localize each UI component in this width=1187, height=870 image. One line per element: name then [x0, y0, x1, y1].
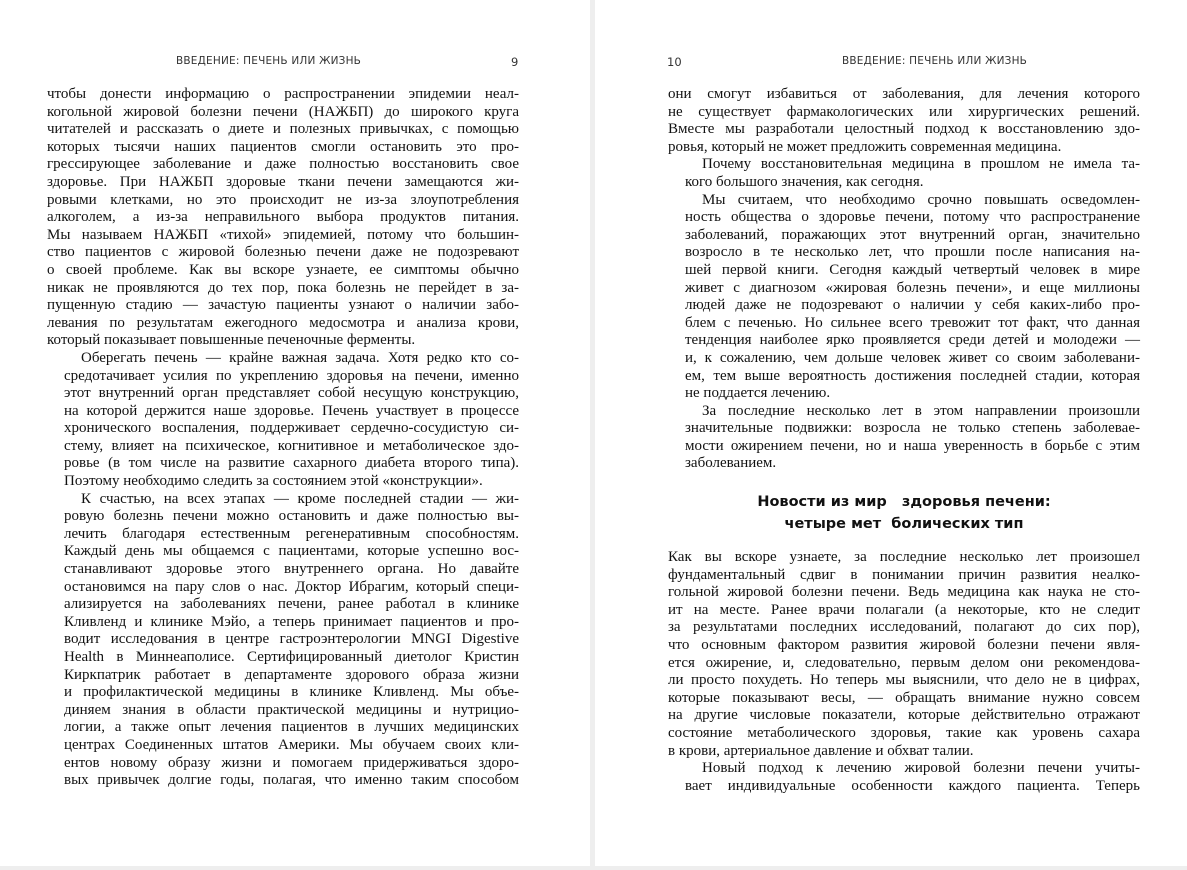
text-line: читателей и рассказать о диете и полезных привычках, с помощью: [47, 121, 519, 138]
text-line: Как вы вскоре узнаете, за последние несколько лет произошел: [668, 549, 1140, 566]
text-line: за результатами последних исследований, полагают до сих пор),: [668, 619, 1140, 636]
text-line: о своей проблеме. Как вы вскоре узнаете, ее симптомы обычно: [47, 261, 519, 278]
text-line: живет с диагнозом «жировая болезнь печени», и еще миллионы: [685, 279, 1140, 296]
text-line: Оберегать печень — крайне важная задача. Хотя редко кто со-: [81, 349, 519, 366]
left-body-text: [47, 86, 519, 790]
right-paragraphs-after: [668, 549, 1140, 795]
text-line: ем, тем выше вероятность достижения последней стадии, которая: [685, 367, 1140, 384]
text-line: пущенную стадию — зачастую пациенты узнают о наличии забо-: [47, 297, 519, 314]
text-line: здоровье. При НАЖБП здоровые ткани печени замещаются жи-: [47, 173, 519, 190]
paragraph: [668, 403, 1140, 473]
text-line: ровья, который не может предложить современная медицина.: [668, 138, 1062, 155]
text-line: Каждый день мы общаемся с пациентами, которые успешно вос-: [64, 543, 519, 560]
text-line: что основным фактором развития жировой болезни печени явля-: [668, 637, 1140, 654]
section-heading-line2: четыре мет болических тип: [784, 516, 1024, 533]
text-line: ализируется на заболеваниях печени, ранее работал в клинике: [64, 596, 519, 613]
text-line: заболеванием.: [685, 455, 777, 472]
text-line: ентов новому образу жизни и помогаем придерживаться здоро-: [64, 754, 519, 771]
text-line: ит на месте. Ранее врачи полагали (а некоторые, кто не следит: [668, 601, 1140, 618]
text-line: вает индивидуальные особенности каждого пациента. Теперь: [685, 777, 1140, 794]
text-line: Киркпатрик работает в департаменте здорового образа жизни: [64, 666, 519, 683]
text-line: грессирующее заболевание и даже полностью восстановить свое: [47, 156, 519, 173]
text-line: мости ожирением печени, но и наша уверенность в борьбе с этим: [685, 437, 1140, 454]
text-line: лечить благодаря естественным регенеративным способностям.: [64, 525, 519, 542]
text-line: стему, влияет на психическое, когнитивное и метаболическое здо-: [64, 437, 519, 454]
page-number-right: 10: [667, 55, 682, 69]
text-line: не существует фармакологических или хирургических решений.: [668, 103, 1140, 120]
text-line: Мы считаем, что необходимо срочно повышать осведомлен-: [702, 191, 1140, 208]
text-line: остановимся на пару слов о нас. Доктор Ибрагим, который специ-: [64, 578, 519, 595]
text-line: которые показывают весы, — обращать внимание нужно совсем: [668, 689, 1140, 706]
text-line: никак не проявляются до тех пор, пока болезнь не перейдет в за-: [47, 279, 519, 296]
text-line: и профилактической медицины в клинике Кливленд. Мы объе-: [64, 684, 519, 701]
running-head-right: ВВЕДЕНИЕ: ПЕЧЕНЬ ИЛИ ЖИЗНЬ: [842, 55, 1028, 67]
text-line: ность общества о здоровье печени, потому что распространение: [685, 209, 1140, 226]
text-line: когольной жировой болезни печени (НАЖБП) до широкого круга: [47, 103, 519, 120]
text-line: шей первой книги. Сегодня каждый четвертый человек в мире: [685, 261, 1140, 278]
text-line: заболеваний, поражающих этот внутренний орган, значительно: [685, 226, 1140, 243]
text-line: Почему восстановительная медицина в прошлом не имела та-: [702, 156, 1140, 173]
text-line: людей даже не подозревают о наличии у себя каких-либо про-: [685, 297, 1140, 314]
text-line: этот внутренний орган представляет собой несущую конструкцию,: [64, 385, 519, 402]
text-line: ется ожирение, и, следовательно, первым делом они рекомендова-: [668, 654, 1140, 671]
text-line: Кливленд и клинике Мэйо, а теперь принимает пациентов и про-: [64, 613, 519, 630]
text-line: станавливают здоровье этого внутреннего органа. Но давайте: [64, 561, 519, 578]
paragraph: [668, 549, 1140, 760]
page-number-left: 9: [511, 55, 519, 69]
text-line: средотачивает усилия по укреплению здоровья на печени, именно: [64, 367, 519, 384]
text-line: фундаментальный сдвиг в понимании причин развития неалко-: [668, 566, 1140, 583]
running-head-left: ВВЕДЕНИЕ: ПЕЧЕНЬ ИЛИ ЖИЗНЬ: [176, 55, 362, 67]
text-line: хронического воспаления, поддерживает сердечно-сосудистую си-: [64, 420, 519, 437]
paragraph: [47, 350, 519, 491]
paragraph: [668, 156, 1140, 191]
text-line: Вместе мы разработали целостный подход к восстановлению здо-: [668, 121, 1140, 138]
text-line: За последние несколько лет в этом направлении произошли: [702, 402, 1140, 419]
text-line: ство пациентов с жировой болезнью печени даже не подозревают: [47, 244, 519, 261]
text-line: Новый подход к лечению жировой болезни печени учиты-: [702, 760, 1140, 777]
right-page: [595, 0, 1187, 866]
text-line: на другие числовые показатели, которые действительно отражают: [668, 707, 1140, 724]
text-line: которых тысячи наших пациентов смогли остановить это про-: [47, 138, 519, 155]
text-line: не поддается лечению.: [685, 385, 831, 402]
paragraph: [47, 491, 519, 790]
text-line: кого большого значения, как сегодня.: [685, 173, 924, 190]
text-line: ровую болезнь печени можно остановить и даже полностью вы-: [64, 508, 519, 525]
text-line: левания по результатам ежегодного медосмотра и анализа крови,: [47, 314, 519, 331]
text-line: ли просто похудеть. Но теперь мы выяснили, что дело не в цифрах,: [668, 672, 1140, 689]
paragraph: [668, 192, 1140, 403]
right-paragraphs-before: [668, 86, 1140, 473]
section-heading-line1: Новости из мир здоровья печени:: [757, 494, 1051, 511]
left-page: [0, 0, 590, 866]
text-line: значительные подвижки: возросла не только степень заболевае-: [685, 420, 1140, 437]
text-line: в крови, артериальное давление и обхват талии.: [668, 742, 974, 759]
text-line: чтобы донести информацию о распространении эпидемии неал-: [47, 86, 519, 102]
text-line: алкоголем, а из-за неправильного выбора продуктов питания.: [47, 209, 519, 226]
text-line: они смогут избавиться от заболевания, для лечения которого: [668, 86, 1140, 102]
text-line: центрах Соединенных штатов Америки. Мы обучаем своих кли-: [64, 736, 519, 753]
text-line: ровыми клетками, но это происходит не из-за злоупотребления: [47, 191, 519, 208]
paragraph: [668, 86, 1140, 156]
text-line: ровье (в том числе на развитие сахарного диабета второго типа).: [64, 455, 519, 472]
text-line: Поэтому необходимо следить за состоянием этой «конструкции».: [64, 473, 483, 490]
text-line: блем с печенью. Но сильнее всего тревожит тот факт, что данная: [685, 314, 1140, 331]
text-line: возросло в те несколько лет, что прошли после написания на-: [685, 244, 1140, 261]
text-line: гольной жировой болезни печени. Ведь медицина как наука не сто-: [668, 584, 1140, 601]
text-line: Health в Миннеаполисе. Сертифицированный диетолог Кристин: [64, 649, 519, 665]
section-heading: [668, 491, 1140, 535]
text-line: который показывает повышенные печеночные ферменты.: [47, 332, 416, 349]
text-line: диняем знания в области практической медицины и нутрицио-: [64, 701, 519, 718]
text-line: состояние метаболического здоровья, такие как уровень сахара: [668, 725, 1140, 741]
paragraph: [668, 760, 1140, 795]
text-line: вых привычек долгие годы, полагая, что именно таким способом: [64, 772, 519, 789]
text-line: на которой держится наше здоровье. Печень участвует в процессе: [64, 402, 519, 419]
text-line: и, к сожалению, чем дольше человек живет со своим заболевани-: [685, 349, 1140, 366]
text-line: тенденция наиболее ярко проявляется среди детей и молодежи —: [685, 332, 1140, 349]
text-line: логии, а также опыт лечения пациентов в лучших медицинских: [64, 719, 519, 736]
text-line: водит исследования в центре гастроэнтерологии MNGI Digestive: [64, 631, 519, 648]
text-line: Мы называем НАЖБП «тихой» эпидемией, потому что большин-: [47, 226, 519, 243]
right-body-text: [668, 86, 1140, 795]
paragraph: [47, 86, 519, 350]
text-line: К счастью, на всех этапах — кроме последней стадии — жи-: [81, 490, 519, 507]
